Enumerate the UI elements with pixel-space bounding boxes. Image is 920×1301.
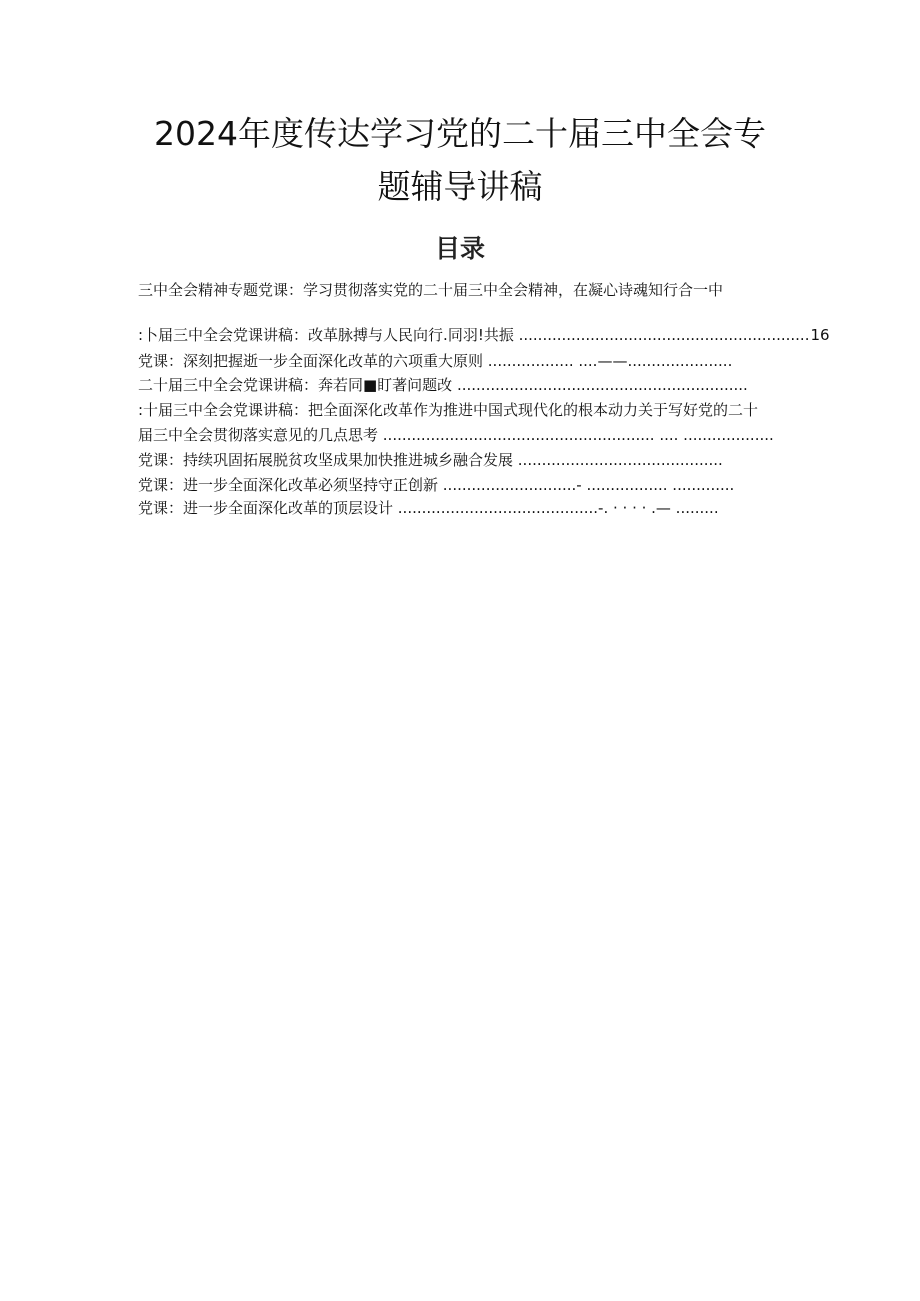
toc-entry[interactable] xyxy=(138,501,720,516)
toc-entry[interactable] xyxy=(138,354,733,369)
toc-entry-page: 16 xyxy=(810,326,830,344)
toc-entry-leader: ............................................................. xyxy=(513,326,810,344)
toc-entry-leader: ..........................................-. · · · · .— ......... xyxy=(393,499,719,517)
toc-heading: 目录 xyxy=(434,234,485,263)
toc-entry[interactable] xyxy=(138,328,830,343)
toc-entry-text: 届三中全会贯彻落实意见的几点思考 xyxy=(138,426,379,444)
toc-entry-text: :十届三中全会党课讲稿：把全面深化改革作为推进中国式现代化的根本动力关于写好党的二十 xyxy=(138,401,759,419)
toc-entry-leader: ........................................... xyxy=(513,451,723,469)
toc-entry-text: :卜届三中全会党课讲稿：改革脉搏与人民向行.同羽!共振 xyxy=(138,326,514,344)
toc-entry[interactable] xyxy=(138,403,759,418)
toc-entry-leader: .................. ....——...................... xyxy=(483,352,733,370)
toc-entry-text: 党课：持续巩固拓展脱贫攻坚成果加快推进城乡融合发展 xyxy=(138,451,514,469)
toc-entry-text: 二十届三中全会党课讲稿：奔若同■盯著问题改 xyxy=(138,376,453,394)
toc-entry[interactable] xyxy=(138,453,724,468)
toc-entry[interactable] xyxy=(138,428,775,443)
toc-entry[interactable] xyxy=(138,283,724,298)
toc-entry[interactable] xyxy=(138,378,749,393)
toc-entry-text: 三中全会精神专题党课：学习贯彻落实党的二十届三中全会精神，在凝心诗魂知行合一中 xyxy=(138,281,724,299)
toc-entry-text: 党课：进一步全面深化改革必须坚持守正创新 xyxy=(138,476,439,494)
toc-entry[interactable] xyxy=(138,478,735,493)
toc-entry-leader: ............................................................. xyxy=(452,376,748,394)
document-title-line-1: 2024年度传达学习党的二十届三中全会专 xyxy=(154,114,766,153)
toc-entry-text: 党课：深刻把握逝一步全面深化改革的六项重大原则 xyxy=(138,352,484,370)
toc-entry-text: 党课：进一步全面深化改革的顶层设计 xyxy=(138,499,394,517)
document-title-line-2: 题辅导讲稿 xyxy=(377,167,543,206)
toc-entry-leader: ............................- ................. ............. xyxy=(438,476,735,494)
toc-entry-leader: ......................................................... .... ................... xyxy=(378,426,774,444)
